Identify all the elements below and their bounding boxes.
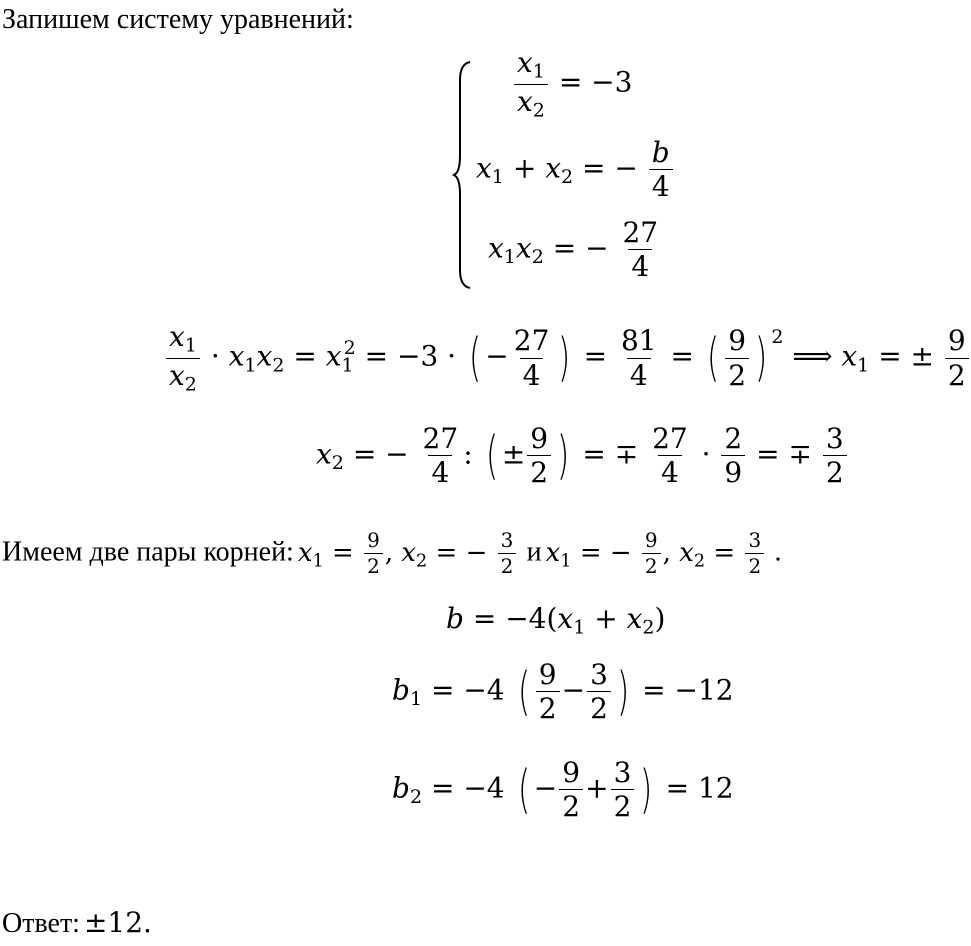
b2-formula: $b_2 = -4$ ( − $\frac{9}{2}$ + $\frac{3}{2}$ ) = 12 (392, 756, 734, 824)
answer-line (2, 906, 152, 940)
roots-sentence: Имеем две пары корней: $x_1$ = $\frac{9}{2}$ , $x_2$ = − $\frac{3}{2}$ и $x_1$ = − $\frac{9}{2}$ , $x_2$ = $\frac{3}{2}$ . (2, 528, 782, 578)
system-equation-2: $x_1 + x_2$ = − $\frac{b}{4}$ (476, 138, 675, 202)
answer-value: ±12. (83, 906, 152, 939)
intro-text: Запишем систему уравнений: (2, 4, 354, 35)
system-brace (452, 60, 476, 290)
b1-formula: $b_1 = -4$ ( $\frac{9}{2}$ − $\frac{3}{2}$ ) = −12 (392, 658, 734, 726)
b-formula: $b = -4(x_1 + x_2)$ (446, 602, 666, 639)
answer-label: Ответ: (2, 908, 80, 939)
derivation-line-1: $\frac{x_1}{x_2}$ · $x_1x_2 = x_1^2 = -3$ · ( − $\frac{27}{4}$ ) = $\frac{81}{4}$ = ( $\frac{9}{2}$ ) $^2$ ⟹ $x_1$ = ± $\frac{9}{2}$ (164, 322, 971, 394)
system-equation-3: $x_1x_2$ = − $\frac{27}{4}$ (488, 216, 659, 284)
derivation-line-2: $x_2$ = − $\frac{27}{4}$ : ( ± $\frac{9}{2}$ ) = ∓ $\frac{27}{4}$ · $\frac{2}{9}$ = ∓ $\frac{3}{2}$ (316, 424, 849, 488)
system-equation-1: $\frac{x_1}{x_2}$ = −3 (512, 48, 632, 120)
